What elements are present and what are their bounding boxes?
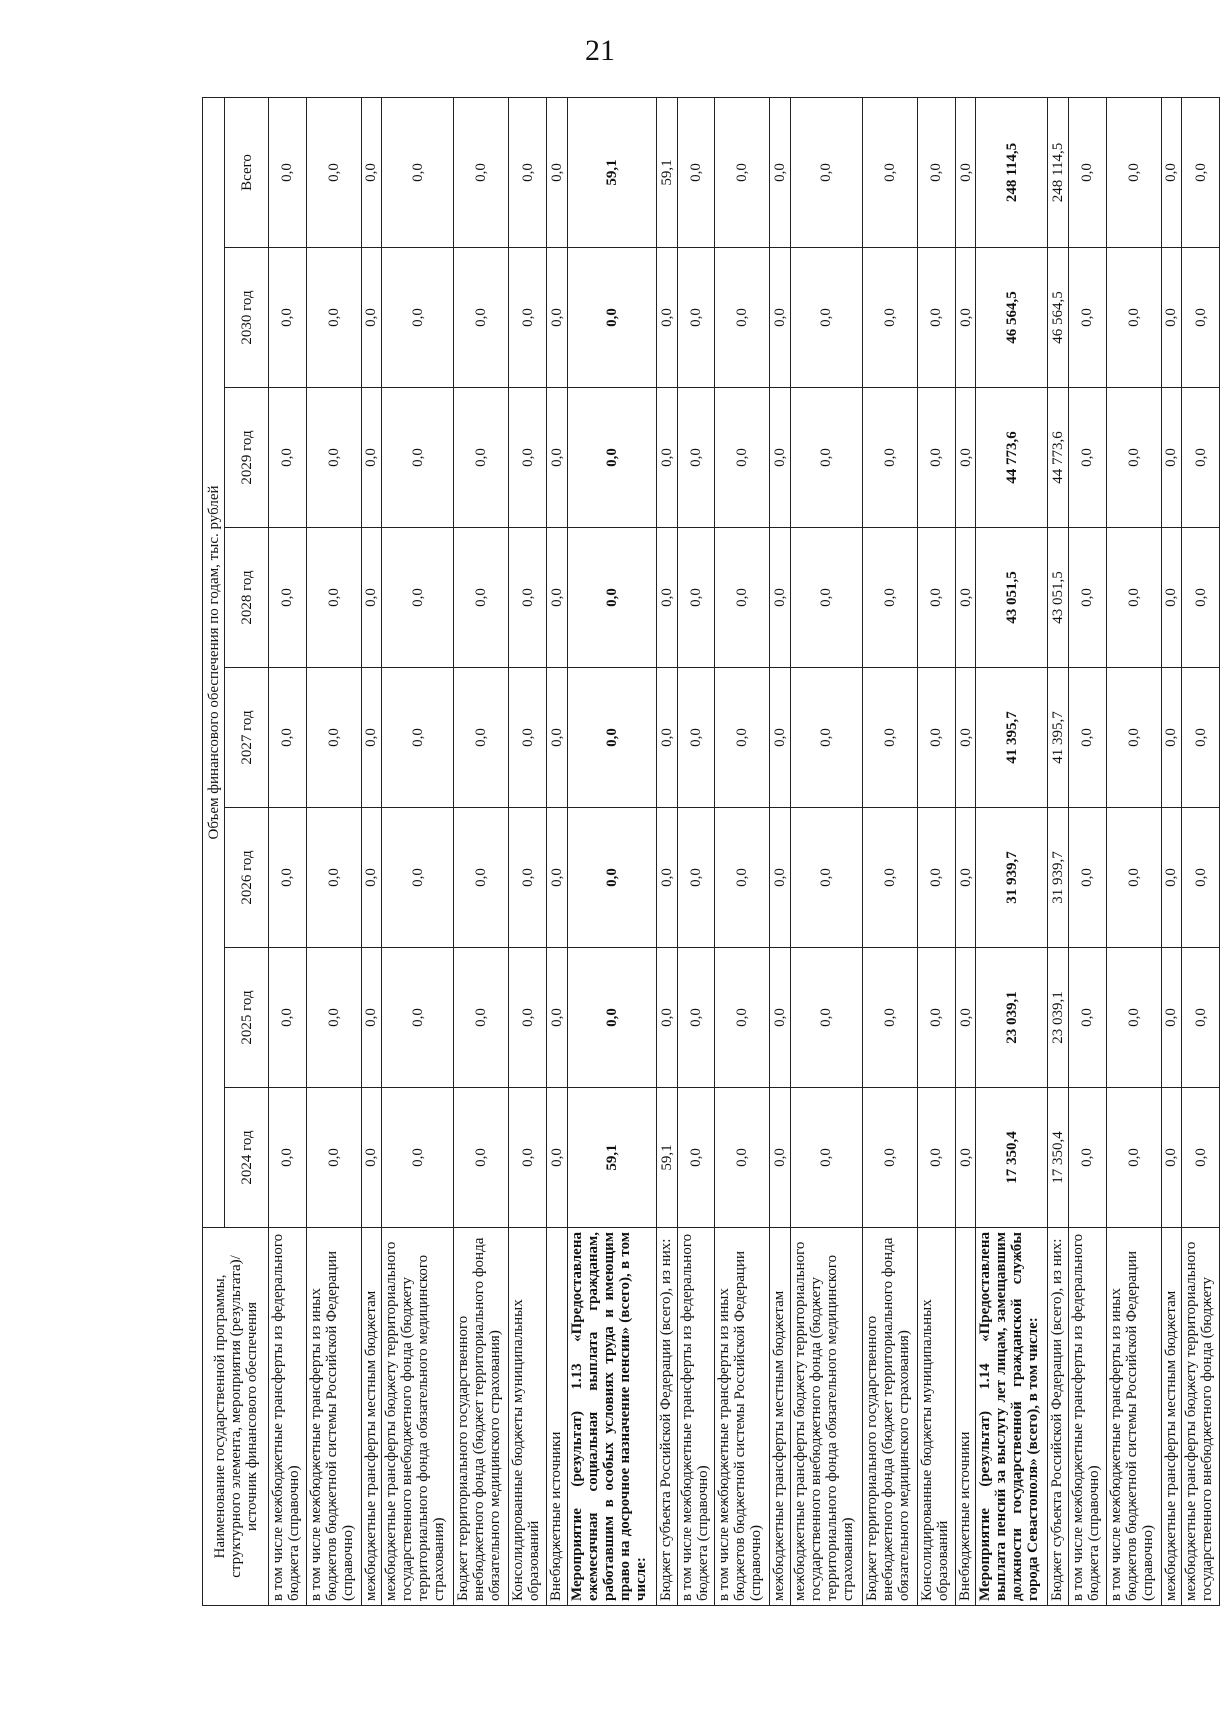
row-value: 0,0 <box>918 388 956 528</box>
row-value: 0,0 <box>509 248 547 388</box>
row-value: 0,0 <box>382 528 454 668</box>
row-value: 0,0 <box>1106 808 1161 948</box>
row-value: 0,0 <box>454 388 509 528</box>
row-value: 0,0 <box>567 948 656 1088</box>
row-value: 0,0 <box>1106 528 1161 668</box>
row-value: 0,0 <box>361 388 381 528</box>
row-value: 0,0 <box>567 808 656 948</box>
row-value: 0,0 <box>863 948 918 1088</box>
row-value: 17 350,4 <box>976 1088 1048 1228</box>
row-value: 0,0 <box>567 248 656 388</box>
row-value: 0,0 <box>509 808 547 948</box>
row-value: 0,0 <box>547 528 567 668</box>
row-value: 59,1 <box>657 1088 677 1228</box>
row-label: Мероприятие (результат) 1.13 «Предоставлена ежемесячная социальная выплата гражданам, работавшим в особых условиях труда и имеющим право на досрочное назначение пенсии» (всего), в том числе: <box>567 1228 656 1606</box>
page-number: 21 <box>585 34 615 67</box>
row-value: 0,0 <box>918 97 956 247</box>
table-row <box>863 97 918 1605</box>
row-value: 0,0 <box>955 248 975 388</box>
row-value: 0,0 <box>677 528 715 668</box>
row-value: 0,0 <box>863 388 918 528</box>
row-label: Консолидированные бюджеты муниципальных образований <box>918 1228 956 1606</box>
row-value: 23 039,1 <box>1048 948 1068 1088</box>
row-value: 0,0 <box>863 808 918 948</box>
header-name-column: Наименование государственной программы, структурного элемента, мероприятия (результата)/источник финансового обеспечения <box>203 1228 269 1606</box>
row-label: в том числе межбюджетные трансферты из федерального бюджета (справочно) <box>1068 1228 1106 1606</box>
row-value: 0,0 <box>715 97 770 247</box>
row-label: Бюджет субъекта Российской Федерации (всего), из них: <box>657 1228 677 1606</box>
row-value: 0,0 <box>306 528 361 668</box>
row-value: 0,0 <box>918 668 956 808</box>
row-value: 0,0 <box>269 388 307 528</box>
row-value: 0,0 <box>677 248 715 388</box>
row-value: 23 039,1 <box>976 948 1048 1088</box>
table-row <box>790 97 862 1605</box>
header-year: 2024 год <box>225 1088 269 1228</box>
row-value: 0,0 <box>382 808 454 948</box>
table-row <box>361 97 381 1605</box>
row-value: 43 051,5 <box>976 528 1048 668</box>
row-value: 0,0 <box>677 1088 715 1228</box>
row-value: 0,0 <box>918 528 956 668</box>
row-value: 0,0 <box>790 97 862 247</box>
row-value: 0,0 <box>269 948 307 1088</box>
row-value: 0,0 <box>1068 948 1106 1088</box>
row-value: 0,0 <box>454 97 509 247</box>
row-value: 0,0 <box>1161 668 1181 808</box>
row-value: 0,0 <box>306 1088 361 1228</box>
row-value: 0,0 <box>770 1088 790 1228</box>
row-value: 0,0 <box>306 388 361 528</box>
row-value: 0,0 <box>1161 97 1181 247</box>
table-row <box>677 97 715 1605</box>
row-value: 0,0 <box>955 808 975 948</box>
row-value: 0,0 <box>770 668 790 808</box>
row-value: 0,0 <box>677 388 715 528</box>
row-value: 0,0 <box>770 97 790 247</box>
row-label: в том числе межбюджетные трансферты из иных бюджетов бюджетной системы Российской Федерации (справочно) <box>1106 1228 1161 1606</box>
row-value: 0,0 <box>955 668 975 808</box>
header-year: 2029 год <box>225 388 269 528</box>
row-value: 0,0 <box>361 948 381 1088</box>
row-value: 31 939,7 <box>976 808 1048 948</box>
row-value: 0,0 <box>269 1088 307 1228</box>
row-value: 0,0 <box>657 808 677 948</box>
row-label: Внебюджетные источники <box>547 1228 567 1606</box>
header-year: 2030 год <box>225 248 269 388</box>
header-year: 2026 год <box>225 808 269 948</box>
row-value: 0,0 <box>306 948 361 1088</box>
table-row <box>657 97 677 1605</box>
row-value: 0,0 <box>863 97 918 247</box>
row-value: 0,0 <box>509 528 547 668</box>
table-row <box>918 97 956 1605</box>
row-value: 0,0 <box>306 668 361 808</box>
row-value: 0,0 <box>361 248 381 388</box>
row-value: 0,0 <box>454 1088 509 1228</box>
row-value: 0,0 <box>918 948 956 1088</box>
table-row <box>1182 97 1220 1605</box>
row-value: 0,0 <box>863 248 918 388</box>
row-value: 0,0 <box>715 948 770 1088</box>
row-value: 0,0 <box>677 948 715 1088</box>
row-value: 0,0 <box>547 1088 567 1228</box>
row-value: 0,0 <box>657 248 677 388</box>
header-volume-group: Объем финансового обеспечения по годам, тыс. рублей <box>203 97 225 1227</box>
header-year: 2025 год <box>225 948 269 1088</box>
row-label: Бюджет территориального государственного внебюджетного фонда (бюджет территориального фонда обязательного медицинского страхования) <box>454 1228 509 1606</box>
row-label: межбюджетные трансферты местным бюджетам <box>361 1228 381 1606</box>
rotated-table-wrapper <box>202 98 1220 1606</box>
row-value: 0,0 <box>1182 948 1220 1088</box>
row-value: 0,0 <box>1161 388 1181 528</box>
row-value: 0,0 <box>547 388 567 528</box>
row-value: 0,0 <box>955 948 975 1088</box>
row-value: 0,0 <box>1068 97 1106 247</box>
row-value: 0,0 <box>715 808 770 948</box>
row-value: 0,0 <box>715 388 770 528</box>
row-value: 0,0 <box>1161 808 1181 948</box>
row-value: 0,0 <box>770 248 790 388</box>
row-value: 0,0 <box>1182 528 1220 668</box>
row-value: 0,0 <box>382 388 454 528</box>
row-label: Бюджет территориального государственного внебюджетного фонда (бюджет территориального фонда обязательного медицинского страхования) <box>863 1228 918 1606</box>
row-value: 0,0 <box>509 1088 547 1228</box>
row-label: межбюджетные трансферты бюджету территориального государственного внебюджетного фонда (бюджету территориального фонда обязательного медицинского страхования) <box>790 1228 862 1606</box>
row-value: 0,0 <box>547 808 567 948</box>
row-value: 59,1 <box>657 97 677 247</box>
row-value: 0,0 <box>955 1088 975 1228</box>
row-value: 0,0 <box>790 1088 862 1228</box>
table-row <box>715 97 770 1605</box>
row-value: 0,0 <box>547 97 567 247</box>
table-body <box>269 97 1220 1605</box>
row-value: 0,0 <box>382 668 454 808</box>
row-value: 0,0 <box>382 248 454 388</box>
row-value: 0,0 <box>918 248 956 388</box>
row-value: 0,0 <box>1068 248 1106 388</box>
row-label: Бюджет субъекта Российской Федерации (всего), из них: <box>1048 1228 1068 1606</box>
row-value: 0,0 <box>715 668 770 808</box>
row-value: 0,0 <box>1182 248 1220 388</box>
row-value: 0,0 <box>269 528 307 668</box>
row-value: 0,0 <box>863 528 918 668</box>
row-label: Внебюджетные источники <box>955 1228 975 1606</box>
row-value: 0,0 <box>1182 388 1220 528</box>
table-row <box>770 97 790 1605</box>
row-value: 0,0 <box>509 948 547 1088</box>
table-row-measure <box>976 97 1048 1605</box>
row-value: 0,0 <box>790 528 862 668</box>
row-value: 0,0 <box>657 388 677 528</box>
row-value: 0,0 <box>863 668 918 808</box>
row-value: 0,0 <box>790 668 862 808</box>
table-header <box>203 97 269 1605</box>
row-value: 0,0 <box>677 668 715 808</box>
row-value: 0,0 <box>567 668 656 808</box>
table-row-measure <box>567 97 656 1605</box>
row-value: 0,0 <box>269 808 307 948</box>
row-label: межбюджетные трансферты местным бюджетам <box>1161 1228 1181 1606</box>
row-value: 44 773,6 <box>1048 388 1068 528</box>
row-value: 0,0 <box>361 97 381 247</box>
row-value: 0,0 <box>454 248 509 388</box>
row-value: 0,0 <box>547 668 567 808</box>
row-value: 0,0 <box>770 808 790 948</box>
row-value: 0,0 <box>1161 1088 1181 1228</box>
row-value: 0,0 <box>547 248 567 388</box>
row-value: 0,0 <box>1106 388 1161 528</box>
row-value: 0,0 <box>1068 388 1106 528</box>
row-value: 0,0 <box>454 668 509 808</box>
row-value: 0,0 <box>454 808 509 948</box>
row-value: 0,0 <box>677 808 715 948</box>
row-value: 0,0 <box>382 948 454 1088</box>
row-label: в том числе межбюджетные трансферты из федерального бюджета (справочно) <box>269 1228 307 1606</box>
row-value: 0,0 <box>567 528 656 668</box>
financing-table <box>202 97 1220 1606</box>
row-value: 0,0 <box>361 668 381 808</box>
table-row <box>1106 97 1161 1605</box>
row-value: 0,0 <box>955 528 975 668</box>
row-value: 31 939,7 <box>1048 808 1068 948</box>
row-value: 0,0 <box>657 528 677 668</box>
row-value: 0,0 <box>1182 1088 1220 1228</box>
row-value: 46 564,5 <box>1048 248 1068 388</box>
row-value: 0,0 <box>361 1088 381 1228</box>
row-label: в том числе межбюджетные трансферты из федерального бюджета (справочно) <box>677 1228 715 1606</box>
row-value: 46 564,5 <box>976 248 1048 388</box>
table-row <box>269 97 307 1605</box>
row-value: 0,0 <box>790 388 862 528</box>
row-value: 0,0 <box>657 668 677 808</box>
row-value: 59,1 <box>567 1088 656 1228</box>
row-value: 0,0 <box>361 528 381 668</box>
row-value: 0,0 <box>1182 97 1220 247</box>
row-value: 0,0 <box>509 97 547 247</box>
row-value: 0,0 <box>1182 668 1220 808</box>
row-value: 0,0 <box>1161 528 1181 668</box>
row-value: 0,0 <box>770 528 790 668</box>
row-label: межбюджетные трансферты бюджету территориального государственного внебюджетного фонда (бюджету <box>1182 1228 1220 1606</box>
row-label: в том числе межбюджетные трансферты из иных бюджетов бюджетной системы Российской Федерации (справочно) <box>715 1228 770 1606</box>
row-value: 0,0 <box>1182 808 1220 948</box>
row-label: Консолидированные бюджеты муниципальных образований <box>509 1228 547 1606</box>
row-label: в том числе межбюджетные трансферты из иных бюджетов бюджетной системы Российской Федерации (справочно) <box>306 1228 361 1606</box>
header-year: 2028 год <box>225 528 269 668</box>
table-row <box>955 97 975 1605</box>
row-value: 0,0 <box>306 248 361 388</box>
row-value: 0,0 <box>1068 528 1106 668</box>
row-value: 0,0 <box>918 808 956 948</box>
row-value: 0,0 <box>509 668 547 808</box>
row-value: 17 350,4 <box>1048 1088 1068 1228</box>
row-value: 248 114,5 <box>976 97 1048 247</box>
row-value: 0,0 <box>1106 97 1161 247</box>
row-value: 43 051,5 <box>1048 528 1068 668</box>
row-value: 0,0 <box>269 248 307 388</box>
row-value: 0,0 <box>863 1088 918 1228</box>
row-value: 0,0 <box>770 388 790 528</box>
row-value: 41 395,7 <box>1048 668 1068 808</box>
table-row <box>1161 97 1181 1605</box>
row-value: 59,1 <box>567 97 656 247</box>
row-label: Мероприятие (результат) 1.14 «Предоставлена выплата пенсий за выслугу лет лицам, замещавшим должности государственной гражданской службы города Севастополя» (всего), в том числе: <box>976 1228 1048 1606</box>
row-value: 0,0 <box>382 1088 454 1228</box>
row-value: 0,0 <box>657 948 677 1088</box>
row-value: 0,0 <box>677 97 715 247</box>
row-value: 0,0 <box>509 388 547 528</box>
row-value: 0,0 <box>269 668 307 808</box>
table-row <box>382 97 454 1605</box>
row-value: 0,0 <box>1068 668 1106 808</box>
row-label: межбюджетные трансферты местным бюджетам <box>770 1228 790 1606</box>
row-value: 0,0 <box>269 97 307 247</box>
row-value: 0,0 <box>547 948 567 1088</box>
row-value: 41 395,7 <box>976 668 1048 808</box>
row-value: 0,0 <box>382 97 454 247</box>
row-value: 0,0 <box>1161 948 1181 1088</box>
row-value: 0,0 <box>790 248 862 388</box>
row-value: 0,0 <box>955 97 975 247</box>
row-value: 0,0 <box>715 248 770 388</box>
row-value: 0,0 <box>1106 668 1161 808</box>
row-value: 0,0 <box>1106 1088 1161 1228</box>
table-row <box>1048 97 1068 1605</box>
row-value: 0,0 <box>1068 808 1106 948</box>
row-value: 0,0 <box>770 948 790 1088</box>
row-value: 0,0 <box>567 388 656 528</box>
row-value: 0,0 <box>454 948 509 1088</box>
table-row <box>306 97 361 1605</box>
row-value: 0,0 <box>918 1088 956 1228</box>
row-label: межбюджетные трансферты бюджету территориального государственного внебюджетного фонда (бюджету территориального фонда обязательного медицинского страхования) <box>382 1228 454 1606</box>
row-value: 0,0 <box>1068 1088 1106 1228</box>
row-value: 0,0 <box>715 528 770 668</box>
header-total: Всего <box>225 97 269 247</box>
row-value: 44 773,6 <box>976 388 1048 528</box>
table-row <box>509 97 547 1605</box>
header-year: 2027 год <box>225 668 269 808</box>
row-value: 0,0 <box>306 808 361 948</box>
table-row <box>454 97 509 1605</box>
row-value: 0,0 <box>361 808 381 948</box>
row-value: 0,0 <box>1106 248 1161 388</box>
table-row <box>1068 97 1106 1605</box>
row-value: 0,0 <box>790 808 862 948</box>
row-value: 0,0 <box>1161 248 1181 388</box>
row-value: 0,0 <box>454 528 509 668</box>
row-value: 0,0 <box>1106 948 1161 1088</box>
row-value: 0,0 <box>715 1088 770 1228</box>
row-value: 0,0 <box>306 97 361 247</box>
row-value: 0,0 <box>790 948 862 1088</box>
table-row <box>547 97 567 1605</box>
row-value: 248 114,5 <box>1048 97 1068 247</box>
row-value: 0,0 <box>955 388 975 528</box>
